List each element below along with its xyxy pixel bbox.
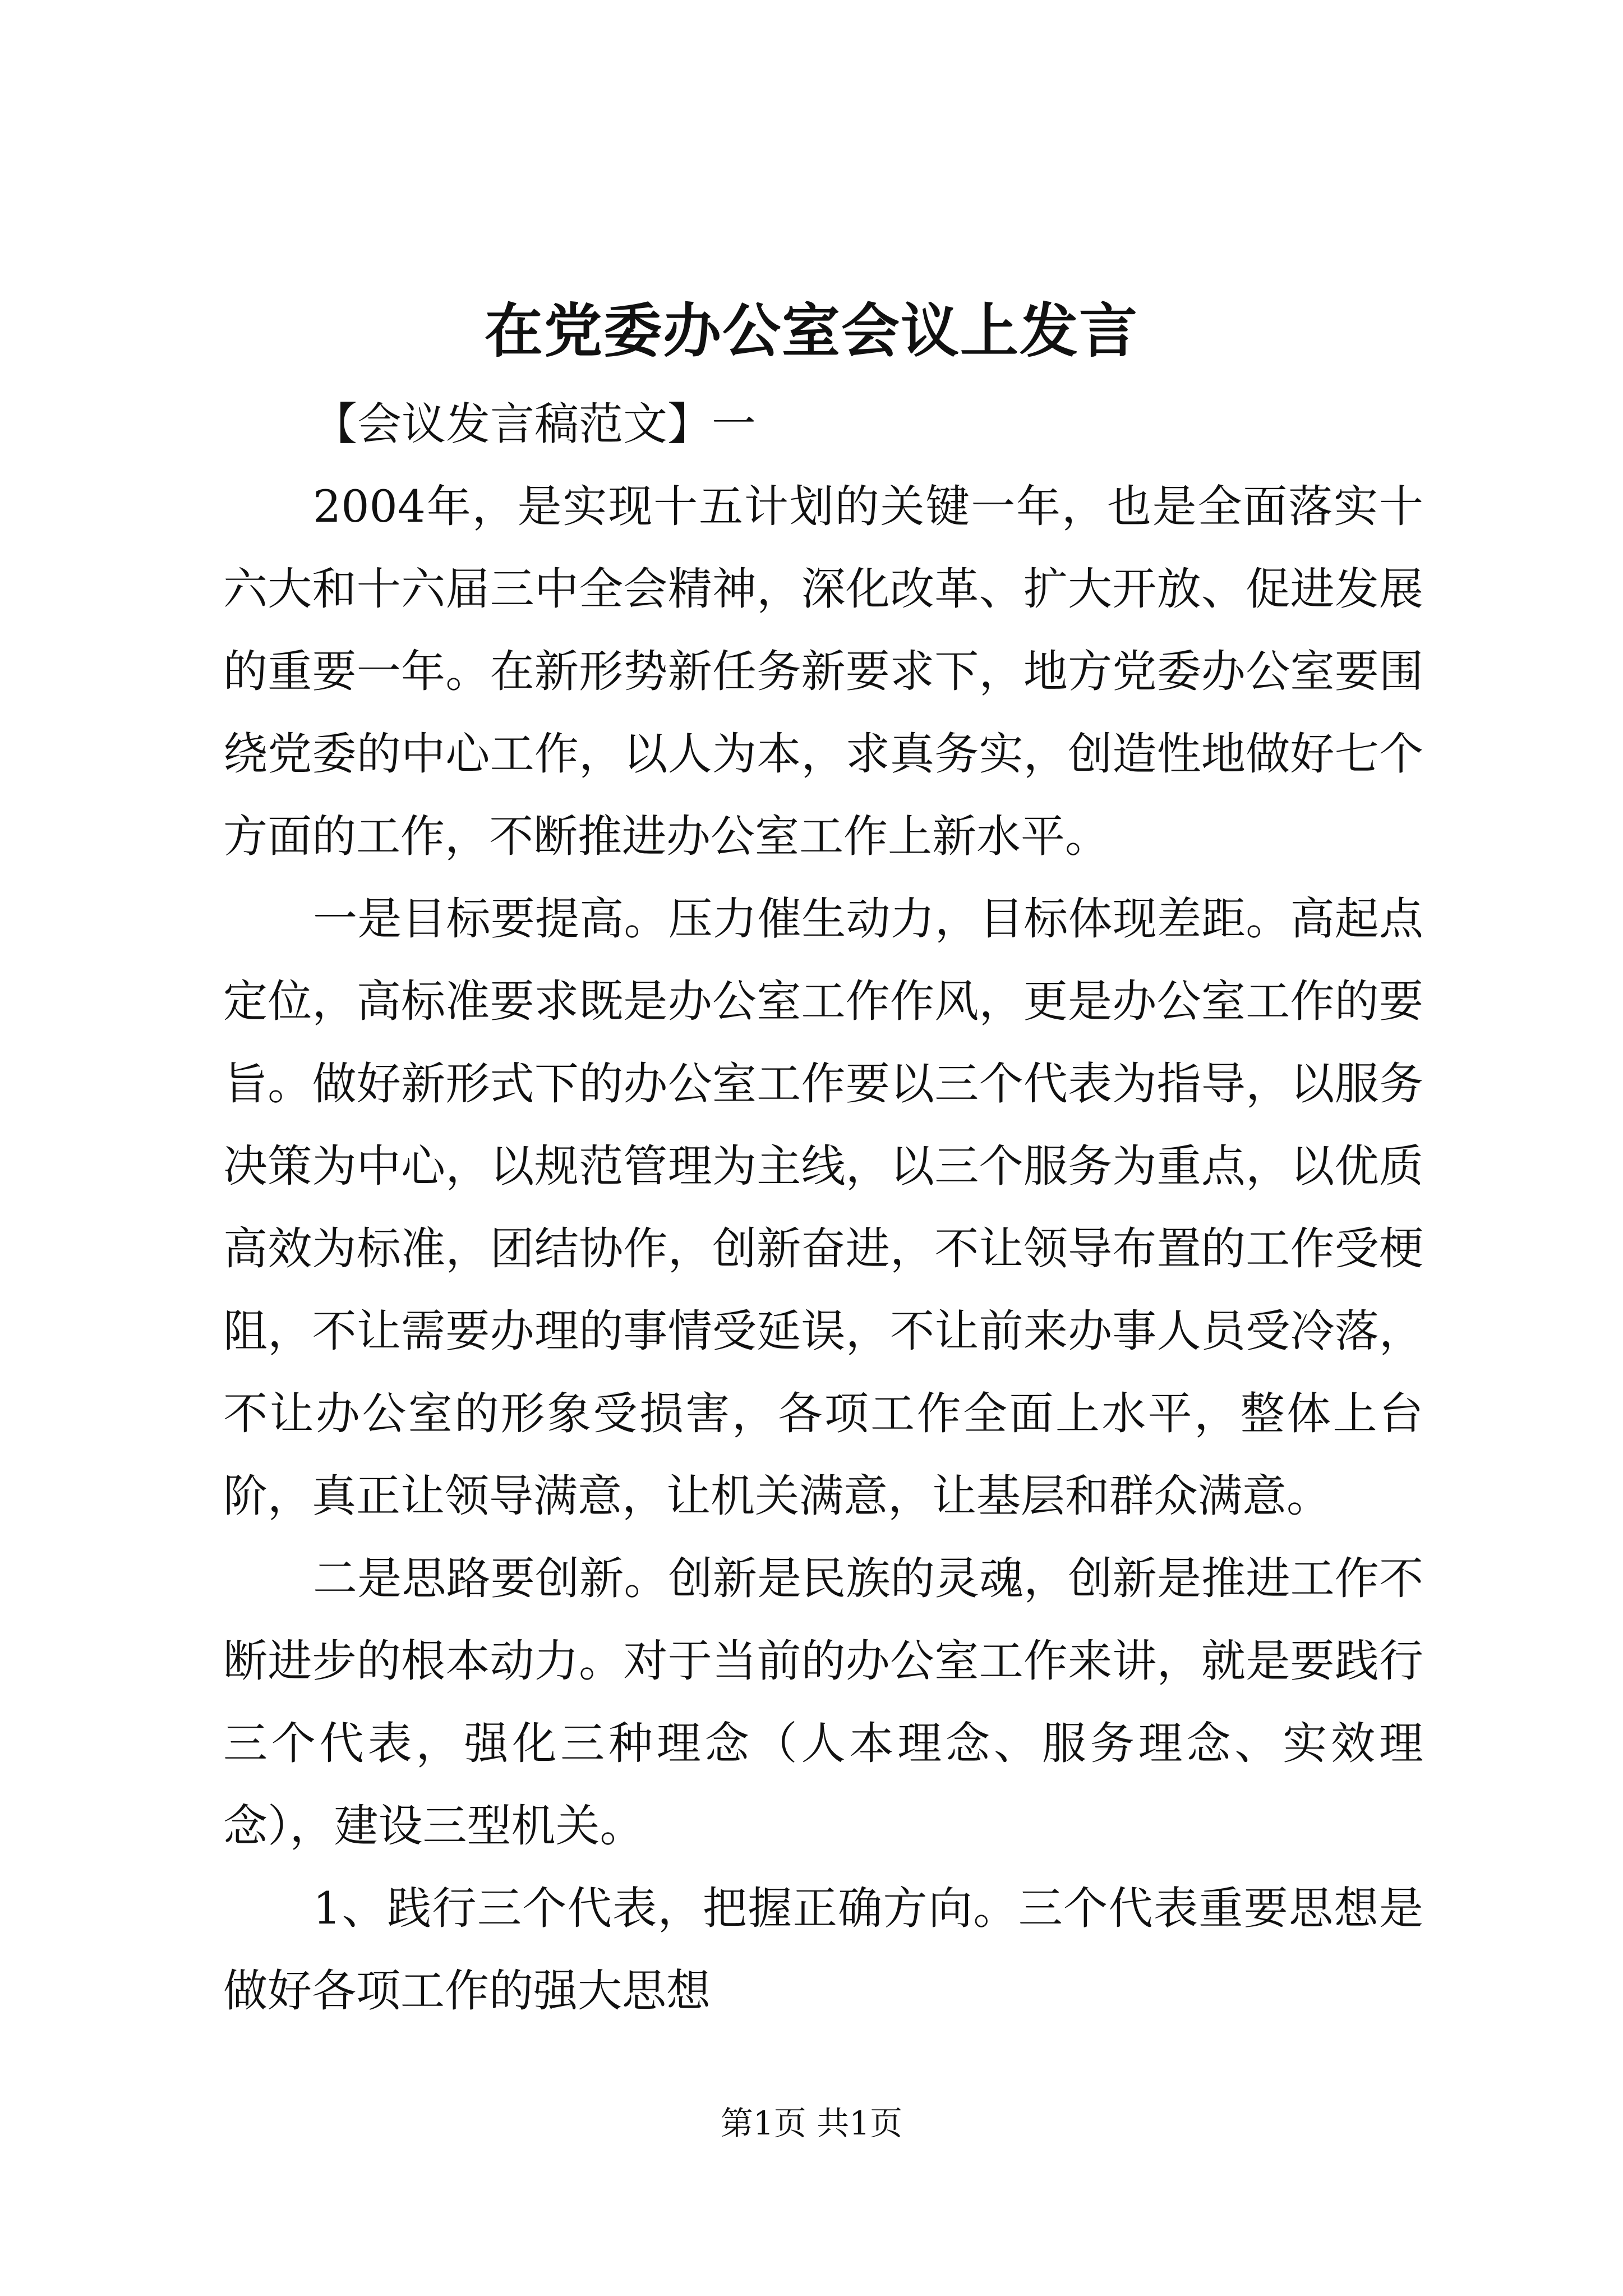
document-body [223, 383, 1423, 2032]
paragraph-goals: 一是目标要提高。压力催生动力，目标体现差距。高起点定位，高标准要求既是办公室工作作风，更是办公室工作的要旨。做好新形式下的办公室工作要以三个代表为指导，以服务决策为中心，以规范管理为主线，以三个服务为重点，以优质高效为标准，团结协作，创新奋进，不让领导布置的工作受梗阻，不让需要办理的事情受延误，不让前来办事人员受冷落，不让办公室的形象受损害，各项工作全面上水平，整体上台阶，真正让领导满意，让机关满意，让基层和群众满意。 [223, 893, 1423, 1522]
paragraph-innovation: 二是思路要创新。创新是民族的灵魂，创新是推进工作不断进步的根本动力。对于当前的办公室工作来讲，就是要践行三个代表，强化三种理念（人本理念、服务理念、实效理念），建设三型机关。 [223, 1553, 1423, 1852]
document-title: 在党委办公室会议上发言 [484, 296, 1138, 365]
paragraph-intro: 2004年，是实现十五计划的关键一年，也是全面落实十六大和十六届三中全会精神，深化改革、扩大开放、促进发展的重要一年。在新形势新任务新要求下，地方党委办公室要围绕党委的中心工作，以人为本，求真务实，创造性地做好七个方面的工作，不断推进办公室工作上新水平。 [223, 481, 1423, 862]
paragraph-three-represents: 1、践行三个代表，把握正确方向。三个代表重要思想是做好各项工作的强大思想 [223, 1883, 1423, 2017]
paragraph-subtitle: 【会议发言稿范文】一 [313, 398, 756, 450]
page-number-footer: 第1页 共1页 [720, 2104, 903, 2142]
